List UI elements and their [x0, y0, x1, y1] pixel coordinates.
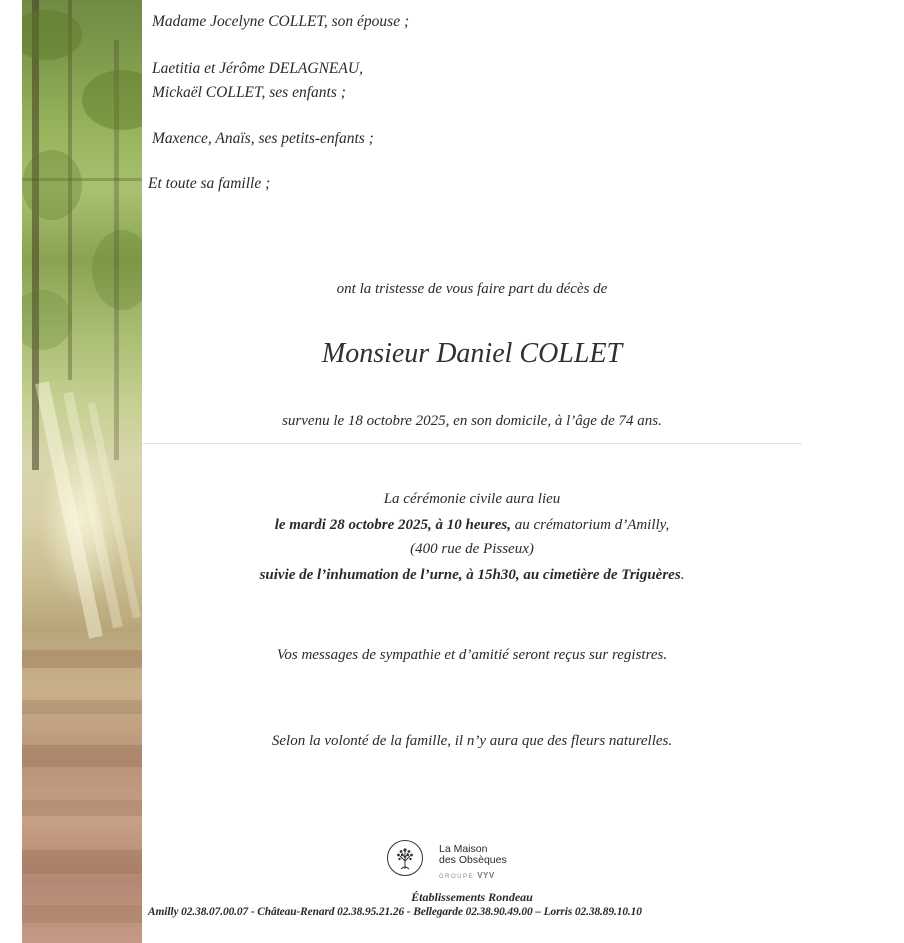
- ceremony-address: (400 rue de Pisseux): [410, 541, 534, 557]
- logo-line-2: des Obsèques: [439, 854, 507, 866]
- ceremony-line-1: La cérémonie civile aura lieu: [383, 491, 561, 507]
- family-line-children-1: Laetitia et Jérôme DELAGNEAU,: [152, 60, 363, 77]
- burial-details: suivie de l’inhumation de l’urne, à 15h30, au cimetière de Triguères: [259, 567, 681, 583]
- forest-path-photo: [22, 0, 142, 943]
- tree-of-life-icon: [387, 840, 423, 876]
- announcement-intro: ont la tristesse de vous faire part du décès de: [336, 281, 608, 297]
- ceremony-date: le mardi 28 octobre 2025, à 10 heures,: [274, 517, 511, 533]
- establishment-name: Établissements Rondeau: [411, 890, 533, 904]
- logo-group-line: [439, 871, 495, 880]
- deceased-name: Monsieur Daniel COLLET: [321, 338, 623, 369]
- logo-group: GROUPE: [439, 874, 475, 880]
- family-line-children-2: Mickaël COLLET, ses enfants ;: [152, 84, 346, 101]
- family-line-grandchildren: Maxence, Anaïs, ses petits-enfants ;: [152, 130, 374, 147]
- logo-line-1: La Maison: [439, 843, 488, 855]
- logo-wordmark: [439, 844, 507, 866]
- flowers-note: Selon la volonté de la famille, il n’y aura que des fleurs naturelles.: [271, 733, 673, 749]
- sympathy-messages: Vos messages de sympathie et d’amitié seront reçus sur registres.: [276, 647, 668, 663]
- family-line-spouse: Madame Jocelyne COLLET, son épouse ;: [152, 13, 410, 30]
- fold-line: [142, 443, 802, 444]
- contact-phones: Amilly 02.38.07.00.07 - Château-Renard 02.38.95.21.26 - Bellegarde 02.38.90.49.00 – Lorris 02.38.89.10.10: [148, 906, 642, 918]
- ceremony-line-4: [142, 567, 802, 584]
- logo-brand: VYV: [477, 871, 495, 880]
- family-line-whole-family: Et toute sa famille ;: [148, 175, 271, 192]
- ceremony-place: au crématorium d’Amilly,: [510, 517, 670, 533]
- ceremony-line-2: [142, 517, 802, 534]
- death-details: survenu le 18 octobre 2025, en son domicile, à l’âge de 74 ans.: [282, 413, 662, 429]
- burial-end: .: [680, 567, 685, 583]
